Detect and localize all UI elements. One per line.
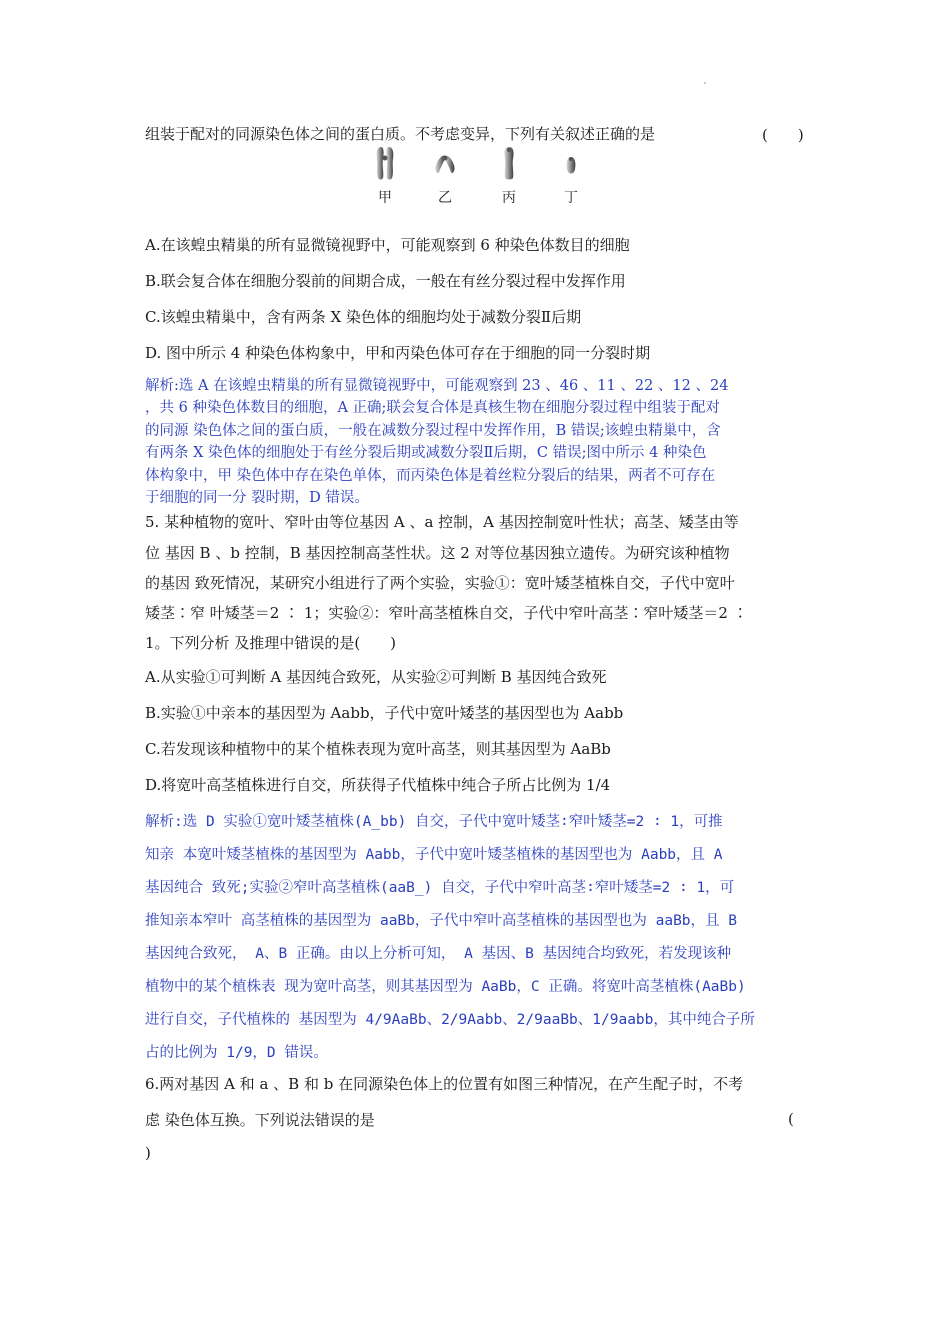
- q5-option-b: B.实验①中亲本的基因型为 Aabb，子代中宽叶矮茎的基因型也为 Aabb: [145, 704, 624, 722]
- q5-stem-line: 1。下列分析 及推理中错误的是( ): [145, 634, 397, 652]
- q6-answer-paren-open: (: [788, 1110, 794, 1128]
- q5-option-c: C.若发现该种植物中的某个植株表现为宽叶高茎，则其基因型为 AaBb: [145, 740, 611, 758]
- q5-analysis-line: 基因纯合致死， A、B 正确。由以上分析可知， A 基因、B 基因纯合均致死，若发现该种: [145, 946, 732, 962]
- chromosome-figure: [360, 145, 600, 207]
- chromosome-ding: [546, 145, 596, 207]
- chromosome-v-icon: [430, 145, 460, 181]
- chromosome-single-icon: [494, 145, 524, 181]
- q4-option-d: D. 图中所示 4 种染色体构象中，甲和丙染色体可存在于细胞的同一分裂时期: [145, 344, 651, 362]
- figure-label-jia: 甲: [378, 190, 392, 206]
- q5-stem-line: 的基因 致死情况，某研究小组进行了两个实验，实验①：宽叶矮茎植株自交，子代中宽叶: [145, 574, 735, 592]
- chromosome-jia: [360, 145, 410, 207]
- q6-answer-paren-close: ): [145, 1144, 151, 1162]
- q4-analysis-line: 于细胞的同一分 裂时期，D 错误。: [145, 490, 369, 506]
- q5-analysis-line: 植物中的某个植株表 现为宽叶高茎，则其基因型为 AaBb，C 正确。将宽叶高茎植株(AaBb): [145, 979, 746, 995]
- q5-stem-line: 矮茎∶窄 叶矮茎＝2 ∶ 1；实验②：窄叶高茎植株自交，子代中窄叶高茎∶窄叶矮茎＝2 ∶: [145, 604, 748, 622]
- q4-analysis-line: 的同源 染色体之间的蛋白质，一般在减数分裂过程中发挥作用，B 错误;该蝗虫精巢中，含: [145, 423, 721, 439]
- scan-dot: [704, 82, 706, 84]
- q4-option-b: B.联会复合体在细胞分裂前的间期合成，一般在有丝分裂过程中发挥作用: [145, 272, 626, 290]
- q5-stem-line: 位 基因 B 、b 控制，B 基因控制高茎性状。这 2 对等位基因独立遗传。为研究该种植物: [145, 544, 730, 562]
- q4-analysis-line: 体构象中，甲 染色体中存在染色单体，而丙染色体是着丝粒分裂后的结果，两者不可存在: [145, 468, 716, 484]
- q4-option-a: A.在该蝗虫精巢的所有显微镜视野中，可能观察到 6 种染色体数目的细胞: [145, 236, 630, 254]
- chromosome-pair-icon: [370, 145, 400, 181]
- q4-option-c: C.该蝗虫精巢中，含有两条 X 染色体的细胞均处于减数分裂Ⅱ后期: [145, 308, 582, 326]
- chromosome-yi: [420, 145, 470, 207]
- q5-analysis-line: 知亲 本宽叶矮茎植株的基因型为 Aabb，子代中宽叶矮茎植株的基因型也为 Aabb，且 A: [145, 847, 723, 863]
- q6-stem-line: 虑 染色体互换。下列说法错误的是: [145, 1111, 375, 1129]
- q4-analysis-line: 有两条 X 染色体的细胞处于有丝分裂后期或减数分裂Ⅱ后期，C 错误;图中所示 4 种染色: [145, 445, 707, 461]
- q6-stem-line: 6.两对基因 A 和 a 、B 和 b 在同源染色体上的位置有如图三种情况，在产生配子时，不考: [145, 1075, 744, 1093]
- question-4-intro: 组装于配对的同源染色体之间的蛋白质。不考虑变异，下列有关叙述正确的是: [145, 125, 656, 143]
- q4-analysis-line: 解析:选 A 在该蝗虫精巢的所有显微镜视野中，可能观察到 23 、46 、11 、22 、12 、24: [145, 378, 729, 394]
- q5-stem-line: 5. 某种植物的宽叶、窄叶由等位基因 A 、a 控制，A 基因控制宽叶性状；高茎、矮茎由等: [145, 513, 739, 531]
- chromosome-bing: [484, 145, 534, 207]
- q5-option-d: D.将宽叶高茎植株进行自交，所获得子代植株中纯合子所占比例为 1/4: [145, 776, 611, 794]
- q5-option-a: A.从实验①可判断 A 基因纯合致死，从实验②可判断 B 基因纯合致死: [145, 668, 607, 686]
- q4-analysis-line: ，共 6 种染色体数目的细胞，A 正确;联会复合体是真核生物在细胞分裂过程中组装于配对: [145, 400, 720, 416]
- figure-label-bing: 丙: [502, 190, 516, 206]
- figure-label-yi: 乙: [438, 190, 452, 206]
- chromosome-small-icon: [556, 145, 586, 181]
- q5-analysis-line: 解析:选 D 实验①宽叶矮茎植株(A_bb) 自交，子代中宽叶矮茎∶窄叶矮茎=2 ∶ 1，可推: [145, 814, 723, 830]
- q5-analysis-line: 推知亲本窄叶 高茎植株的基因型为 aaBb，子代中窄叶高茎植株的基因型也为 aaBb，且 B: [145, 913, 737, 929]
- q5-analysis-line: 占的比例为 1/9，D 错误。: [145, 1045, 328, 1061]
- figure-label-ding: 丁: [564, 190, 578, 206]
- q5-analysis-line: 进行自交，子代植株的 基因型为 4/9AaBb、2/9Aabb、2/9aaBb、1/9aabb，其中纯合子所: [145, 1012, 755, 1028]
- answer-paren: ( ): [762, 126, 804, 144]
- q5-analysis-line: 基因纯合 致死;实验②窄叶高茎植株(aaB_) 自交，子代中窄叶高茎∶窄叶矮茎=2 ∶ 1，可: [145, 880, 735, 896]
